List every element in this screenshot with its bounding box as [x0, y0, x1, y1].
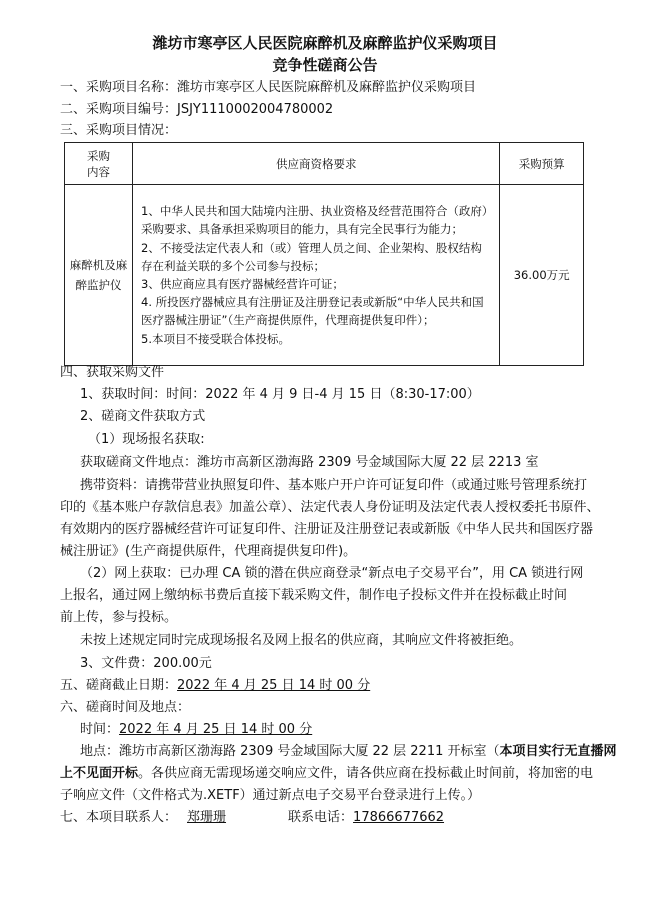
acquisition-method: 2、磋商文件获取方式 — [80, 409, 206, 424]
online-acquisition-line: 上报名，通过网上缴纳标书费后直接下载采购文件，制作电子投标文件并在投标截止时间 — [60, 588, 568, 603]
section-1-project-name: 一、采购项目名称：潍坊市寒亭区人民医院麻醉机及麻醉监护仪采购项目 — [60, 80, 477, 95]
deadline-value: 2022 年 4 月 25 日 14 时 00 分 — [177, 678, 371, 693]
contact-phone: 17866677662 — [353, 810, 445, 825]
content-line2: 醉监护仪 — [75, 278, 122, 292]
requirement-line: 5.本项目不接受联合体投标。 — [141, 331, 291, 346]
section-6-heading: 六、磋商时间及地点： — [60, 700, 191, 715]
section-5-deadline — [60, 676, 370, 696]
no-live-broadcast-notice: 本项目实行无直播网 — [499, 744, 617, 759]
negotiation-time — [80, 720, 312, 740]
upload-instructions: 。各供应商无需现场递交响应文件，请各供应商在投标截止时间前，将加密的电 — [138, 766, 594, 781]
section-7-contact — [60, 808, 466, 828]
document-subtitle: 竞争性磋商公告 — [272, 56, 378, 74]
section-3-heading: 三、采购项目情况： — [60, 123, 178, 138]
procurement-table — [64, 142, 584, 366]
acquisition-time: 1、获取时间：时间：2022 年 4 月 9 日-4 月 15 日（8:30-17:00） — [80, 387, 480, 402]
content-line1: 麻醉机及麻 — [69, 258, 128, 272]
section-4-heading: 四、获取采购文件 — [60, 365, 165, 380]
table-header-row — [65, 143, 584, 185]
requirement-line: 1、中华人民共和国大陆境内注册、执业资格及经营范围符合（政府） — [141, 204, 494, 219]
requirement-line: 4. 所投医疗器械应具有注册证及注册登记表或新版“中华人民共和国 — [141, 295, 484, 310]
contact-name: 郑珊珊 — [187, 810, 227, 825]
document-address: 获取磋商文件地点：潍坊市高新区渤海路 2309 号金域国际大厦 22 层 2213 室 — [80, 455, 539, 470]
negotiation-place-line3: 子响应文件（文件格式为.XETF）通过新点电子交易平台登录进行上传。） — [60, 788, 481, 803]
requirements-cell — [133, 185, 500, 366]
negotiation-place-text: 地点：潍坊市高新区渤海路 2309 号金域国际大厦 22 层 2211 开标室（ — [80, 744, 500, 759]
requirement-line: 2、不接受法定代表人和（或）管理人员之间、企业架构、股权结构 — [141, 240, 482, 255]
required-materials-line: 印的《基本账户存款信息表》加盖公章）、法定代表人身份证明及法定代表人授权委托书原件、 — [60, 500, 600, 515]
header-budget-cell: 采购预算 — [500, 143, 584, 185]
header-content-line1: 采购 — [87, 148, 111, 163]
document-fee: 3、文件费：200.00元 — [80, 656, 212, 671]
online-acquisition-line: （2）网上获取：已办理 CA 锁的潜在供应商登录“新点电子交易平台”，用 CA 锁进行网 — [80, 566, 584, 581]
required-materials-line: 有效期内的医疗器械经营许可证复印件、注册证及注册登记表或新版《中华人民共和国医疗器 — [60, 522, 594, 537]
negotiation-time-label: 时间： — [80, 722, 120, 737]
requirement-line: 采购要求、具备承担采购项目的能力，具有完全民事行为能力； — [141, 222, 464, 237]
header-requirements-cell: 供应商资格要求 — [133, 143, 500, 185]
negotiation-time-value: 2022 年 4 月 25 日 14 时 00 分 — [119, 722, 313, 737]
contact-label: 七、本项目联系人： — [60, 810, 178, 825]
requirement-line: 存在利益关联的多个公司参与投标； — [141, 258, 326, 273]
requirement-line: 医疗器械注册证”（生产商提供原件，代理商提供复印件）； — [141, 313, 435, 328]
negotiation-place-line2 — [60, 764, 593, 784]
document-title: 潍坊市寒亭区人民医院麻醉机及麻醉监护仪采购项目 — [152, 34, 498, 52]
content-cell — [65, 185, 133, 366]
remote-opening-notice: 上不见面开标 — [60, 766, 139, 781]
online-acquisition-line: 前上传，参与投标。 — [60, 610, 178, 625]
required-materials-line: 械注册证》(生产商提供原件，代理商提供复印件)。 — [60, 544, 357, 559]
header-content-line2: 内容 — [87, 164, 111, 179]
budget-cell: 36.00万元 — [500, 185, 584, 366]
section-2-project-number: 二、采购项目编号：JSJY1110002004780002 — [60, 102, 334, 117]
requirement-line: 3、供应商应具有医疗器械经营许可证； — [141, 277, 344, 291]
required-materials-line: 携带资料：请携带营业执照复印件、基本账户开户许可证复印件（或通过账号管理系统打 — [80, 478, 588, 493]
requirements-list — [133, 198, 499, 352]
onsite-registration: （1）现场报名获取: — [88, 432, 205, 447]
negotiation-place-line1 — [80, 742, 617, 762]
table-row — [65, 185, 584, 366]
header-content-cell — [65, 143, 133, 185]
deadline-label: 五、磋商截止日期： — [60, 678, 178, 693]
rejection-notice: 未按上述规定同时完成现场报名及网上报名的供应商，其响应文件将被拒绝。 — [80, 633, 523, 648]
contact-phone-label: 联系电话： — [288, 810, 354, 825]
